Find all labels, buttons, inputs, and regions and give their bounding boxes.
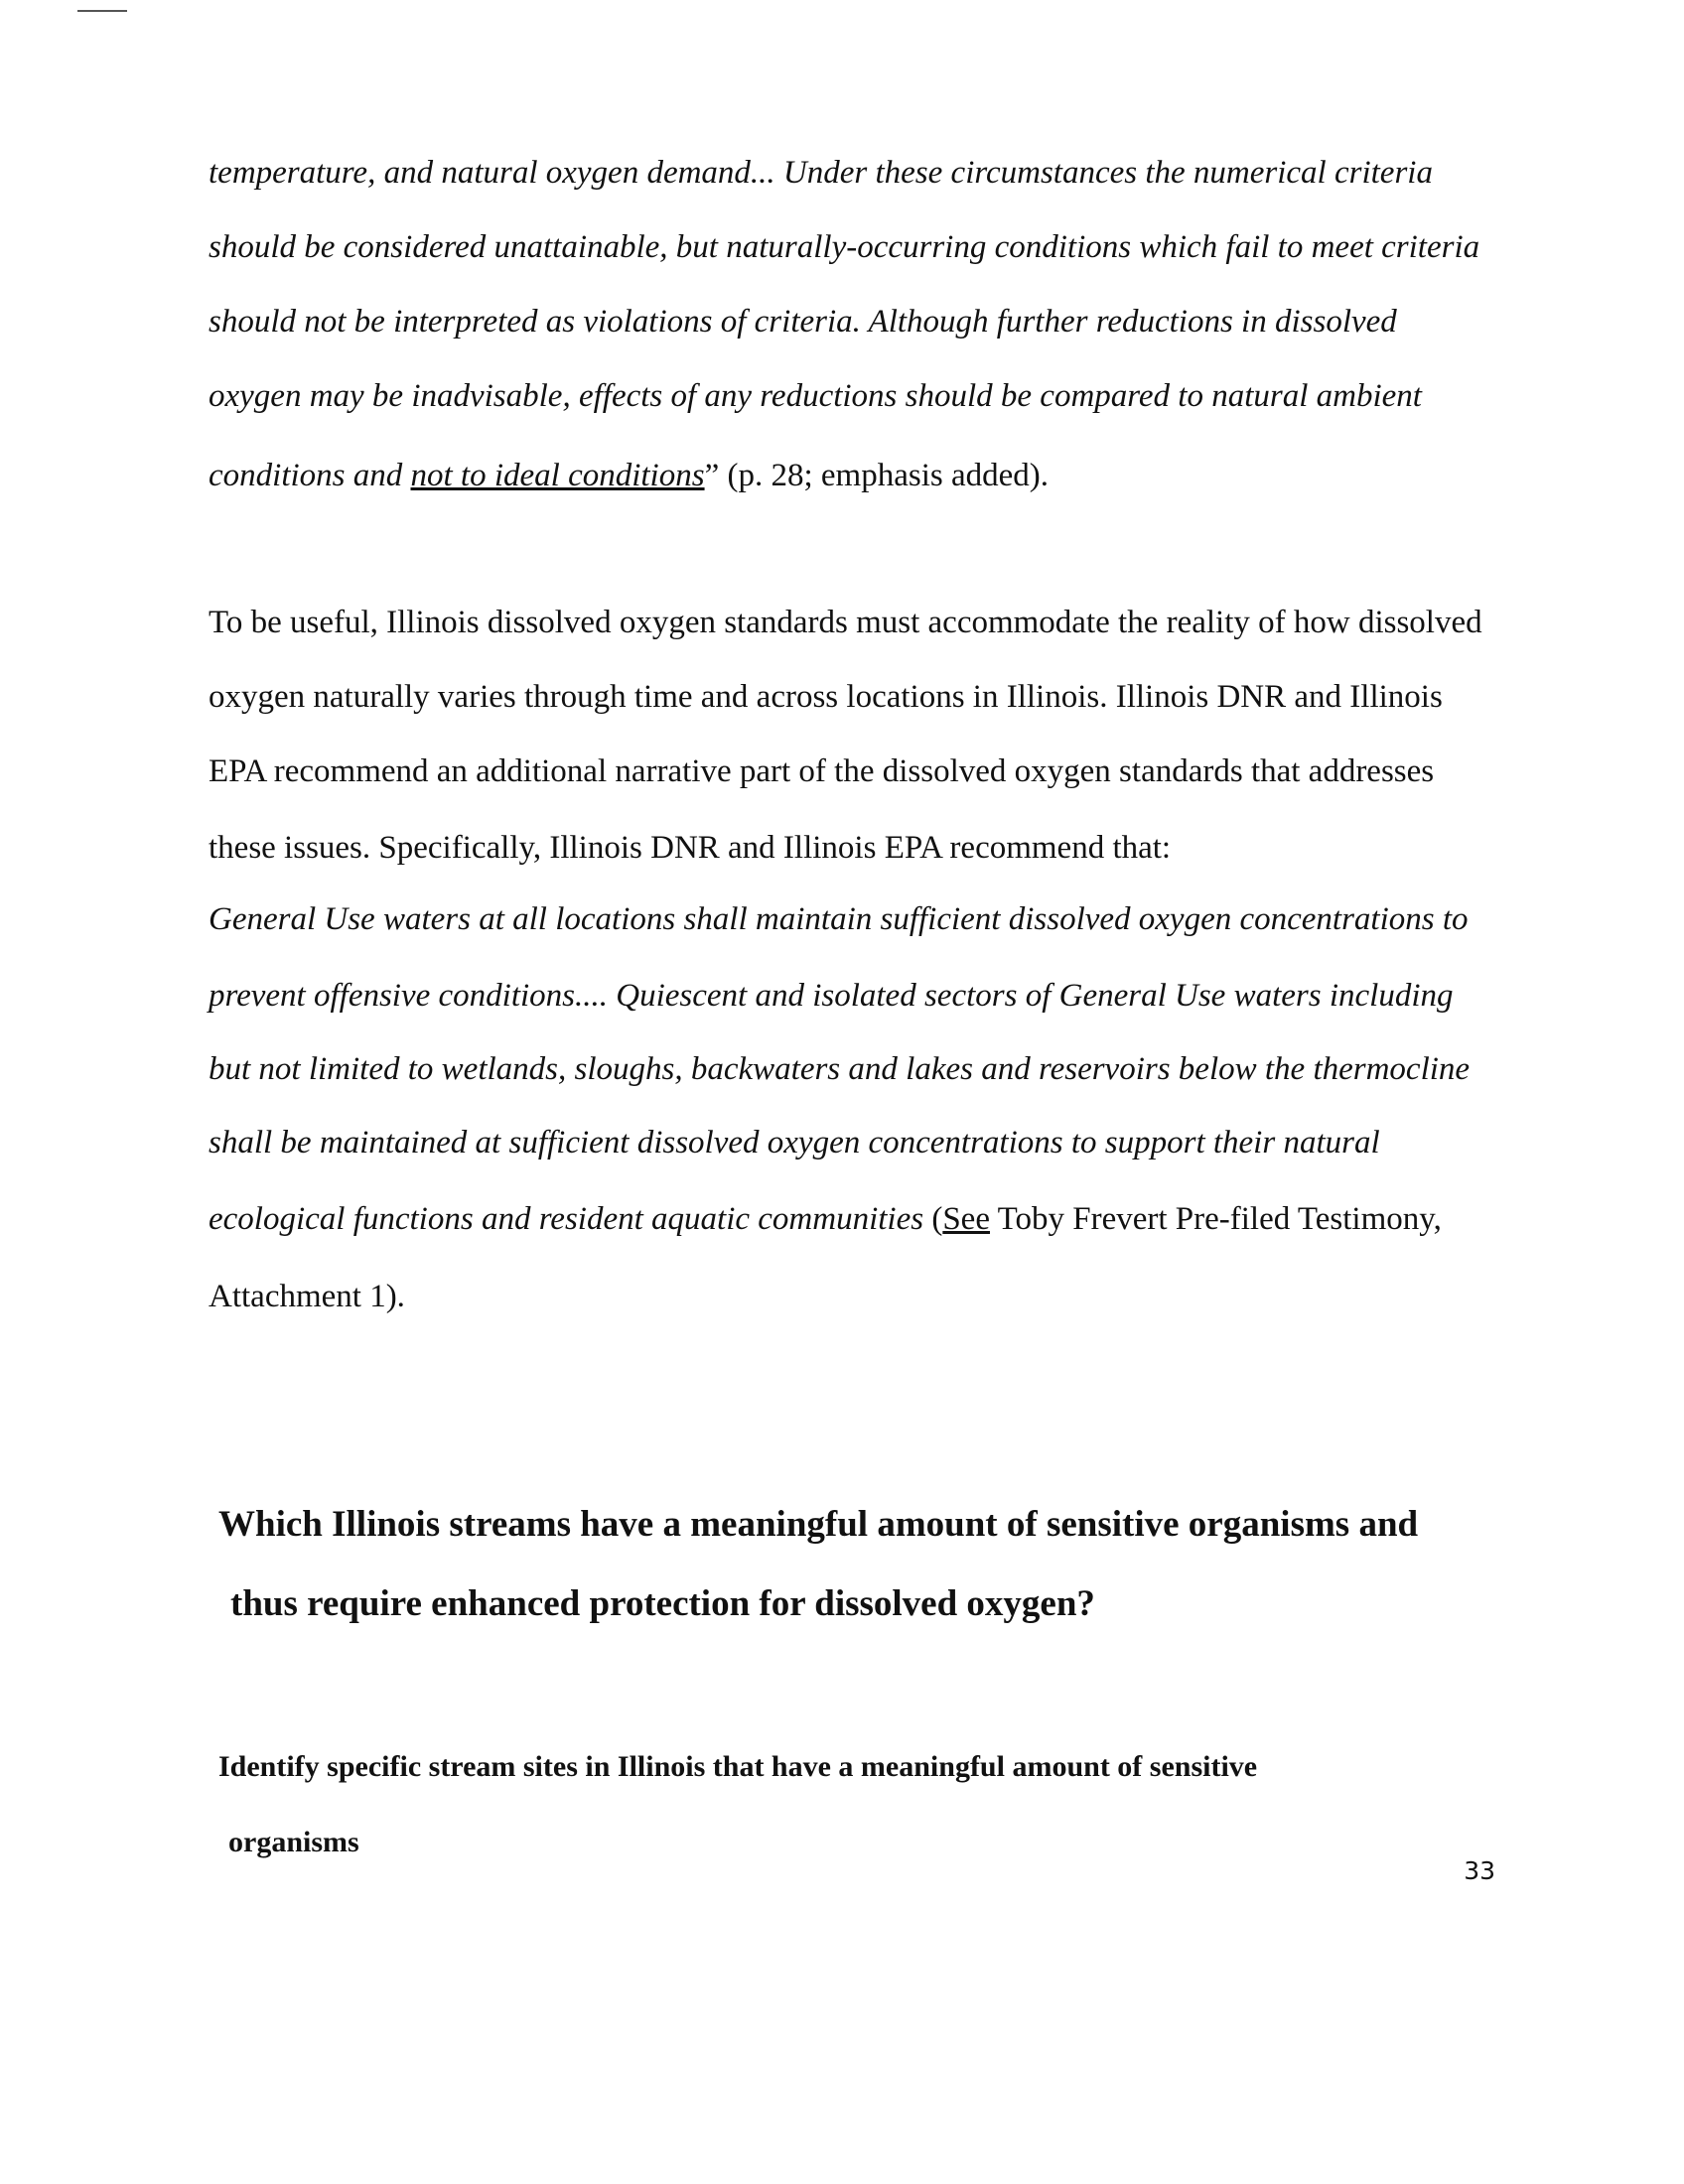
recommendation-open-paren: ( [923, 1201, 943, 1237]
section-heading-line-2: thus require enhanced protection for dissolved oxygen? [230, 1583, 1095, 1624]
paragraph-line-4: these issues. Specifically, Illinois DNR and Illinois EPA recommend that: [209, 830, 1172, 866]
recommendation-line-4: shall be maintained at sufficient dissolved oxygen concentrations to support their natural [209, 1125, 1380, 1160]
recommendation-line-3: but not limited to wetlands, sloughs, backwaters and lakes and reservoirs below the thermocline [209, 1051, 1471, 1087]
quote-line-1: temperature, and natural oxygen demand... Under these circumstances the numerical criteria [209, 155, 1433, 191]
subheading-line-2: organisms [228, 1826, 359, 1858]
recommendation-line-6: Attachment 1). [209, 1279, 405, 1314]
recommendation-line-2: prevent offensive conditions.... Quiescent and isolated sectors of General Use waters including [209, 978, 1454, 1014]
recommendation-line-5 [209, 1199, 1442, 1239]
recommendation-line-1: General Use waters at all locations shall maintain sufficient dissolved oxygen concentrations to [209, 901, 1469, 937]
quote-line-5-start: conditions and [209, 458, 411, 493]
quote-line-5 [209, 456, 1049, 495]
scan-artifact-mark [77, 10, 127, 12]
quote-emphasis: not to ideal conditions [410, 458, 705, 493]
quote-citation: ” (p. 28; emphasis added). [704, 458, 1049, 493]
subheading-line-1: Identify specific stream sites in Illinois that have a meaningful amount of sensitive [218, 1750, 1258, 1783]
section-heading-line-1: Which Illinois streams have a meaningful amount of sensitive organisms and [218, 1504, 1419, 1545]
quote-line-4: oxygen may be inadvisable, effects of any reductions should be compared to natural ambient [209, 378, 1422, 414]
quote-line-2: should be considered unattainable, but naturally-occurring conditions which fail to meet criteria [209, 229, 1480, 265]
paragraph-line-3: EPA recommend an additional narrative part of the dissolved oxygen standards that addresses [209, 753, 1435, 789]
paragraph-line-1: To be useful, Illinois dissolved oxygen standards must accommodate the reality of how dissolved [209, 605, 1482, 640]
paragraph-line-2: oxygen naturally varies through time and across locations in Illinois. Illinois DNR and Illinois [209, 679, 1443, 715]
see-reference: See [942, 1201, 990, 1237]
quote-line-3: should not be interpreted as violations of criteria. Although further reductions in dissolved [209, 304, 1397, 340]
recommendation-line-5-italic: ecological functions and resident aquatic communities [209, 1201, 924, 1237]
testimony-reference: Toby Frevert Pre-filed Testimony, [989, 1201, 1442, 1237]
page-number: 33 [1464, 1856, 1495, 1885]
